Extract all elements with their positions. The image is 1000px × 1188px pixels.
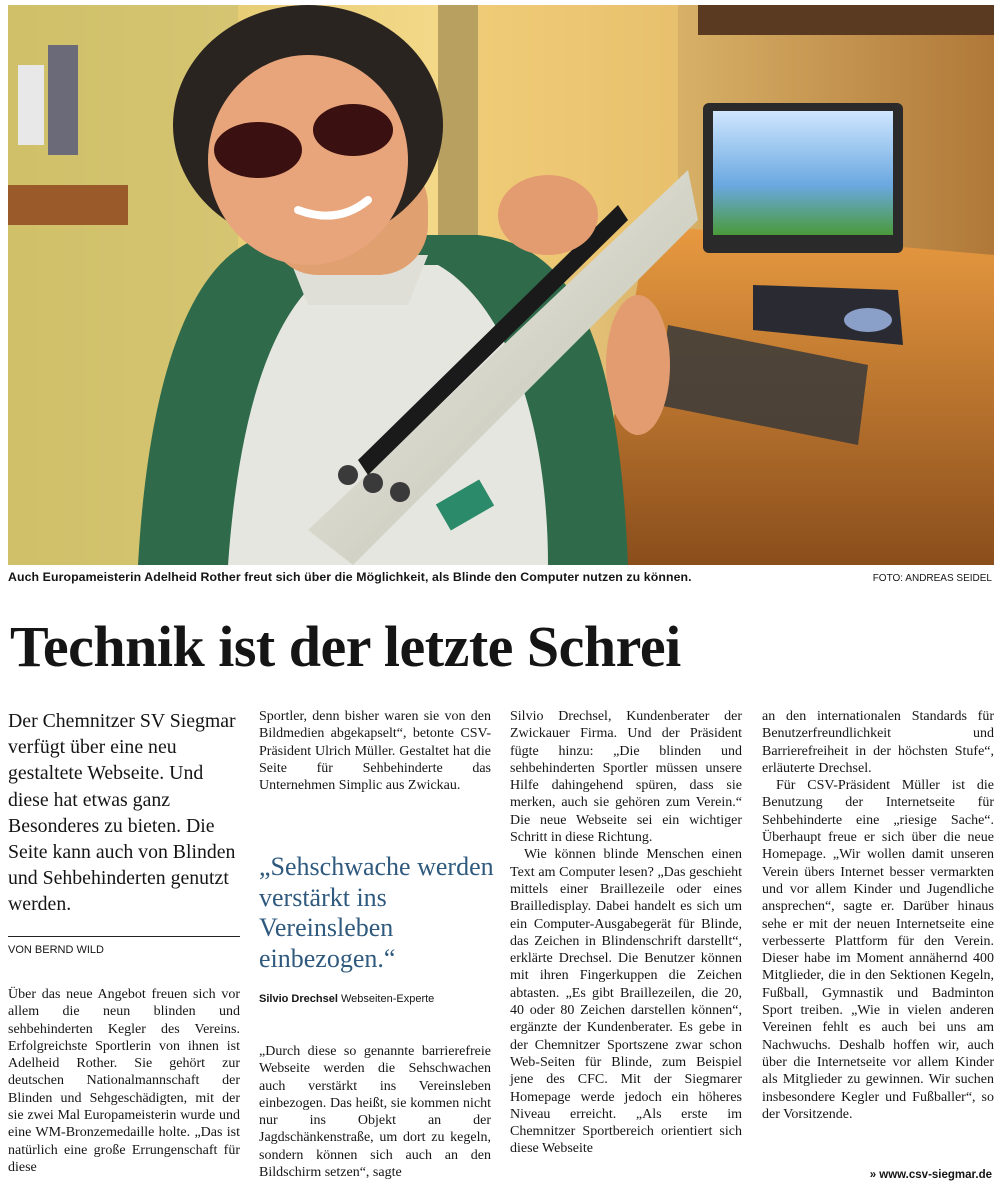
body-paragraph: Für CSV-Präsident Müller ist die Benutzung der Internetseite für Sehbehinderte eine „riesige Sache“. Überhaupt freue er sich über die neue Homepage. „Wir wollen damit unseren Verein übers Internet besser vermarkten und vor allem Kinder und Jugendliche ansprechen“, sagte er. Darüber hinaus sehe er mit der neuen Internetseite eine verbesserte Plattform für den Verein. Dieser habe im Moment annähernd 400 Mitglieder, die in den Sektionen Kegeln, Fußball, Gymnastik und Badminton Sport treiben. „Wie in vielen anderen Vereinen fehlt es auch bei uns am Nachwuchs. Deshalb hoffen wir, auch über die Internetseite vor allem Kinder als Mitglieder zu gewinnen. Wir suchen insbesondere Kegler und Fußballer“, so der Vorsitzende. bbox=[762, 778, 994, 1122]
column-4 bbox=[762, 708, 994, 1123]
lead-paragraph: Der Chemnitzer SV Siegmar verfügt über eine neu gestaltete Webseite. Und diese hat etwas ganz Besonderes zu bieten. Die Seite kann auch von Blinden und Sehbehinderten genutzt werden. bbox=[8, 710, 236, 916]
body-paragraph: „Durch diese so genannte barrierefreie Webseite werden die Sehschwachen auch verstärkt ins Vereinsleben einbezogen. Das heißt, sie kommen nicht nur ins Objekt an der Jagdschänkenstraße, um dort zu kegeln, sondern können sich auch an den Bildschirm setzen“, sagte bbox=[259, 1044, 491, 1181]
website-link[interactable]: » www.csv-siegmar.de bbox=[869, 1169, 992, 1181]
pull-quote-attribution bbox=[259, 993, 434, 1005]
headline: Technik ist der letzte Schrei bbox=[10, 614, 681, 679]
body-paragraph: Über das neue Angebot freuen sich vor allem die neun blinden und sehbehinderten Kegler des Vereins. Erfolgreichste Sportlerin von ihnen ist Adelheid Rother. Sie gehört zur deutschen Nationalmannschaft der Blinden und Sehgeschädigten, mit der sie zwei Mal Europameisterin wurde und eine WM-Bronzemedaille holte. „Das ist natürlich eine große Errungenschaft für diese bbox=[8, 987, 240, 1175]
photo-caption: Auch Europameisterin Adelheid Rother freut sich über die Möglichkeit, als Blinde den Computer nutzen zu können. bbox=[8, 570, 692, 584]
column-3 bbox=[510, 708, 742, 1158]
article-photo bbox=[8, 5, 994, 565]
body-paragraph: Sportler, denn bisher waren sie von den Bildmedien abgekapselt“, betonte CSV-Präsident Ulrich Müller. Gestaltet hat die Seite für Sehbehinderte das Unternehmen Simplic aus Zwickau. bbox=[259, 709, 491, 794]
pull-quote-role: Webseiten-Experte bbox=[340, 993, 435, 1005]
body-paragraph: Wie können blinde Menschen einen Text am Computer lesen? „Das geschieht mittels einer Braillezeile oder eines Brailledisplay. Dabei handelt es sich um ein Computer-Ausgabegerät für Blinde, das Zeichen in Blindenschrift darstellt“, erklärte Drechsel. Die Benutzer können mit ihren Fingerkuppen die Zeichen abtasten. „Es gibt Braillezeilen, die 20, 40 oder 80 Zeichen darstellen können“, ergänzte der Kundenberater. Es gebe in der Chemnitzer Sportszene zwar schon Web-Seiten für Blinde, zum Beispiel jene des CFC. Mit der Siegmarer Homepage werde jedoch ein höheres Niveau erreicht. „Als erste im Chemnitzer Sportbereich orientiert sich diese Webseite bbox=[510, 847, 742, 1157]
column-2-bottom bbox=[259, 1043, 491, 1181]
column-1 bbox=[8, 986, 240, 1176]
byline: VON BERND WILD bbox=[8, 944, 104, 956]
photo-credit: FOTO: ANDREAS SEIDEL bbox=[872, 573, 992, 584]
body-paragraph: an den internationalen Standards für Benutzerfreundlichkeit und Barrierefreiheit in der höchsten Stufe“, erläuterte Drechsel. bbox=[762, 709, 994, 776]
pull-quote-name: Silvio Drechsel bbox=[259, 993, 338, 1005]
body-paragraph: Silvio Drechsel, Kundenberater der Zwickauer Firma. Und der Präsident fügte hinzu: „Die blinden und sehbehinderten Sportler müssen unsere Hilfe dahingehend spüren, dass sie merken, auch sie gehören zum Verein.“ Die neue Webseite sei ein wichtiger Schritt in diese Richtung. bbox=[510, 709, 742, 846]
byline-divider bbox=[8, 936, 240, 937]
column-2-top bbox=[259, 708, 491, 794]
pull-quote: „Sehschwache werden verstärkt ins Vereinsleben einbezogen.“ bbox=[259, 852, 494, 973]
